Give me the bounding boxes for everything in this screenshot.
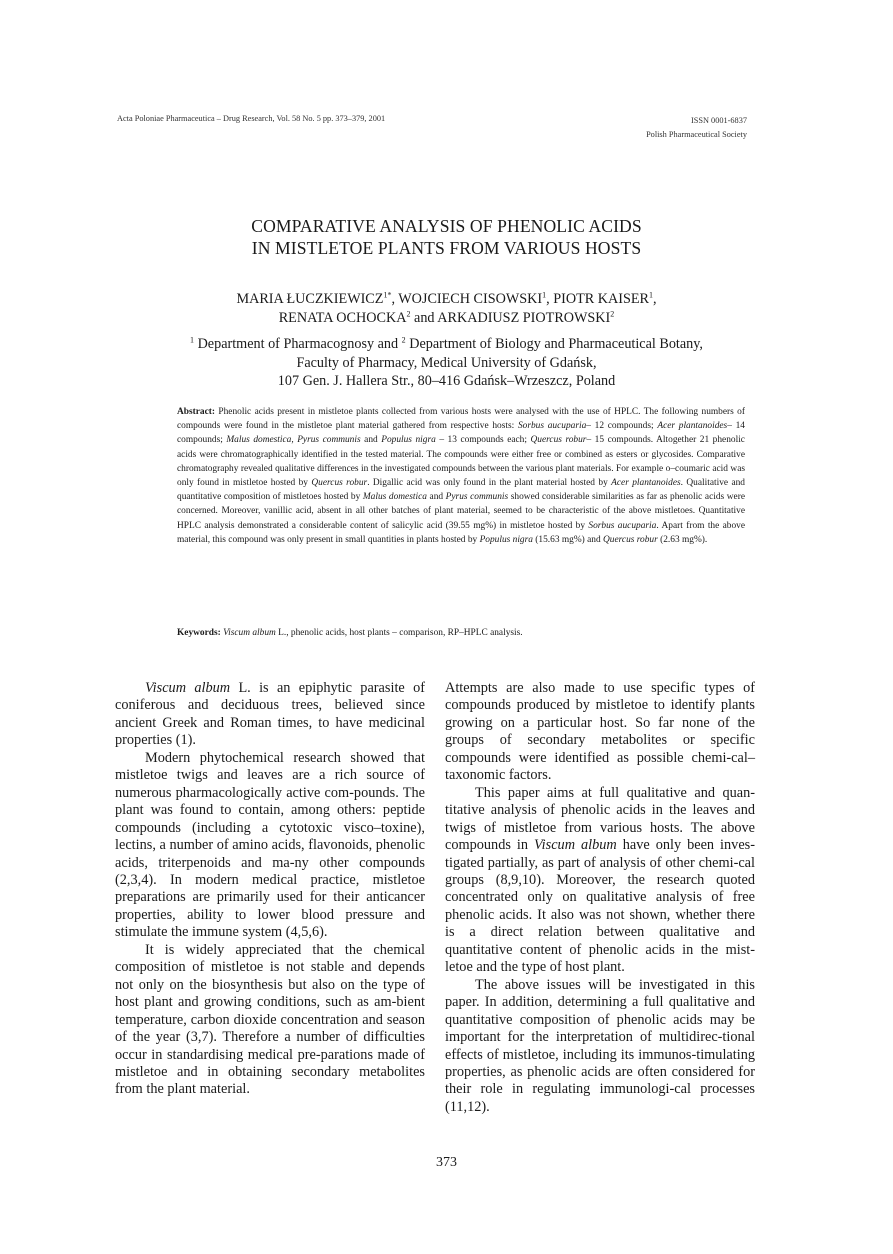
author-name: WOJCIECH CISOWSKI <box>398 291 543 307</box>
text-run: Modern phytochemical research showed that mistletoe twigs and leaves are a rich source of numerous pharmacologically active com-pounds. The plant was found to contain, among others: peptide compounds (including a cytotoxic visco–toxine), lectins, a number of amino acids, flavonoids, phenolic acids, triterpenoids and ma-ny other compounds (2,3,4). In modern medical practice, mistletoe preparations are primarily used for their anticancer properties, ability to lower blood pressure and stimulate the immune system (4,5,6). <box>115 749 425 941</box>
abstract-label: Abstract: <box>177 407 216 417</box>
title-line-1: COMPARATIVE ANALYSIS OF PHENOLIC ACIDS <box>251 216 642 236</box>
italic-term: Viscum album <box>223 628 276 638</box>
author-affiliation-mark: 2 <box>406 308 411 318</box>
body-column-right <box>445 680 755 1116</box>
journal-citation: Acta Poloniae Pharmaceutica – Drug Research, Vol. 58 No. 5 pp. 373–379, 2001 <box>117 114 386 123</box>
author-line-2 <box>0 309 893 328</box>
author-list <box>0 290 893 327</box>
text-run: (15.63 mg%) and <box>532 534 603 545</box>
body-column-left <box>115 680 425 1099</box>
journal-issn-block <box>646 114 747 142</box>
italic-term: Quercus robur <box>603 534 658 545</box>
author-separator: , <box>546 291 554 307</box>
abstract <box>177 405 745 547</box>
abstract-text <box>177 407 745 545</box>
italic-term: Pyrus communis <box>445 492 509 503</box>
body-paragraph <box>445 785 755 977</box>
body-paragraph <box>115 680 425 750</box>
text-run: and <box>426 492 446 503</box>
italic-term: Acer plantanoides <box>611 478 681 489</box>
author-affiliation-mark: 1 <box>542 290 547 300</box>
text-run: Attempts are also made to use specific types of compounds produced by mistletoe to identify plants growing on a particular host. So far none of the groups of secondary metabolites or specific compounds were identified as possible chemi-cal–taxonomic factors. <box>445 680 755 784</box>
department-1: Department of Pharmacognosy and <box>194 336 402 352</box>
text-run: – 12 compounds; <box>586 421 658 432</box>
author-separator: and <box>410 309 438 326</box>
text-run: This paper aims at full qualitative and quan-titative analysis of phenolic acids in the leaves and twigs of mistletoe from various hosts. The above compounds in <box>445 784 755 854</box>
text-run: (2.63 mg%). <box>657 534 708 545</box>
body-paragraph <box>445 680 755 785</box>
affiliation-line-3: 107 Gen. J. Hallera Str., 80–416 Gdańsk–Wrzeszcz, Poland <box>277 373 616 389</box>
body-paragraph <box>115 942 425 1099</box>
keywords <box>177 626 745 640</box>
text-run: L. is an epiphytic parasite of coniferous and deciduous trees, believed since ancient Greek and Roman times, to have medicinal properties (1). <box>115 680 425 749</box>
affiliation-line-2: Faculty of Pharmacy, Medical University of Gdańsk, <box>296 354 597 371</box>
italic-term: Populus nigra <box>381 435 436 446</box>
text-run: – 13 compounds each; <box>435 435 531 446</box>
italic-term: Viscum album <box>145 680 231 696</box>
author-line-1 <box>0 290 893 309</box>
author-separator: , <box>653 291 657 307</box>
society-name: Polish Pharmaceutical Society <box>646 130 747 139</box>
italic-term: Quercus robur <box>311 478 368 489</box>
author-affiliation-mark: 1* <box>383 290 392 300</box>
italic-term: Populus nigra <box>479 534 533 545</box>
issn: ISSN 0001-6837 <box>690 116 747 125</box>
text-run: . Apart from the above material, this compound was only present in small quantities in plants hosted by <box>177 520 746 545</box>
keywords-label: Keywords: <box>177 628 221 638</box>
author-name: PIOTR KAISER <box>553 291 649 307</box>
keywords-text <box>221 628 523 638</box>
affiliation <box>0 335 893 391</box>
body-paragraph <box>445 977 755 1117</box>
author-affiliation-mark: 1 <box>649 290 653 300</box>
italic-term: Sorbus aucuparia <box>517 421 587 432</box>
affiliation-mark: 1 <box>190 335 195 345</box>
text-run: L., phenolic acids, host plants – comparison, RP–HPLC analysis. <box>275 628 523 638</box>
italic-term: Acer plantanoides <box>657 421 728 432</box>
text-run: . Qualitative and quantitative composition of mistletoes hosted by <box>177 478 745 503</box>
text-run: – 15 compounds. Altogether 21 phenolic acids were chromatographically identified in the tested material. The compounds were either free or combined as esters or glycosides. Comparative chromatography revealed qualitative differences in the investigated compounds between the various plant materials. For example o–coumaric acid was only found in mistletoe hosted by <box>177 435 745 489</box>
italic-term: Quercus robur <box>530 435 587 446</box>
italic-term: Sorbus aucuparia <box>588 520 657 531</box>
author-affiliation-mark: 2 <box>610 308 615 318</box>
article-title <box>0 215 893 259</box>
text-run: Phenolic acids present in mistletoe plants collected from various hosts were analysed with the use of HPLC. The following numbers of compounds were found in the mistletoe plant material gathered from respective hosts: <box>177 407 745 432</box>
page-number: 373 <box>436 1155 457 1170</box>
text-run: . Digallic acid was only found in the plant material hosted by <box>367 478 612 489</box>
text-run: have only been inves-tigated partially, as part of analysis of other chemi-cal groups (8,9,10). Moreover, the research quoted concentrated only on qualitative analysis of free phenolic acids. It also was not shown, whether there is a direct relation between qualitative and quantitative content of phenolic acids in the mist-letoe and the type of host plant. <box>445 837 755 976</box>
text-run: The above issues will be investigated in this paper. In addition, determining a full qualitative and quantitative composition of phenolic acids may be important for the interpretation of multidirec-tional effects of mistletoe, including its immunos-timulating properties, as phenolic acids are often considered for their role in regulating immunologi-cal processes (11,12). <box>445 976 755 1115</box>
text-run: – 14 compounds; <box>177 421 745 446</box>
text-run: and <box>360 435 382 446</box>
italic-term: Viscum album <box>534 837 617 854</box>
author-name: RENATA OCHOCKA <box>278 309 407 326</box>
author-separator: , <box>391 291 399 307</box>
italic-term: Malus domestica, Pyrus communis <box>226 435 361 446</box>
text-run: showed considerable similarities as far as phenolic acids were concerned. Moreover, vanillic acid, absent in all other batches of plant material, seemed to be characteristic of the above mistletoes. Quantitative HPLC analysis demonstrated a considerable content of salicylic acid (39.55 mg%) in mistletoe hosted by <box>177 492 746 531</box>
body-paragraph <box>115 750 425 942</box>
affiliation-mark: 2 <box>401 335 406 345</box>
italic-term: Malus domestica <box>362 492 427 503</box>
department-2: Department of Biology and Pharmaceutical Botany, <box>405 336 703 352</box>
affiliation-line-1 <box>0 335 893 354</box>
text-run: It is widely appreciated that the chemical composition of mistletoe is not stable and depends not only on the biosynthesis but also on the type of host plant and growing conditions, such as am-bient temperature, carbon dioxide concentration and season of the year (3,7). Therefore a number of difficulties occur in standardising medical pre-parations made of mistletoe and in obtaining secondary metabolites from the plant material. <box>115 941 425 1098</box>
author-name: MARIA ŁUCZKIEWICZ <box>236 291 384 307</box>
title-line-2: IN MISTLETOE PLANTS FROM VARIOUS HOSTS <box>251 238 642 258</box>
author-name: ARKADIUSZ PIOTROWSKI <box>437 309 611 326</box>
